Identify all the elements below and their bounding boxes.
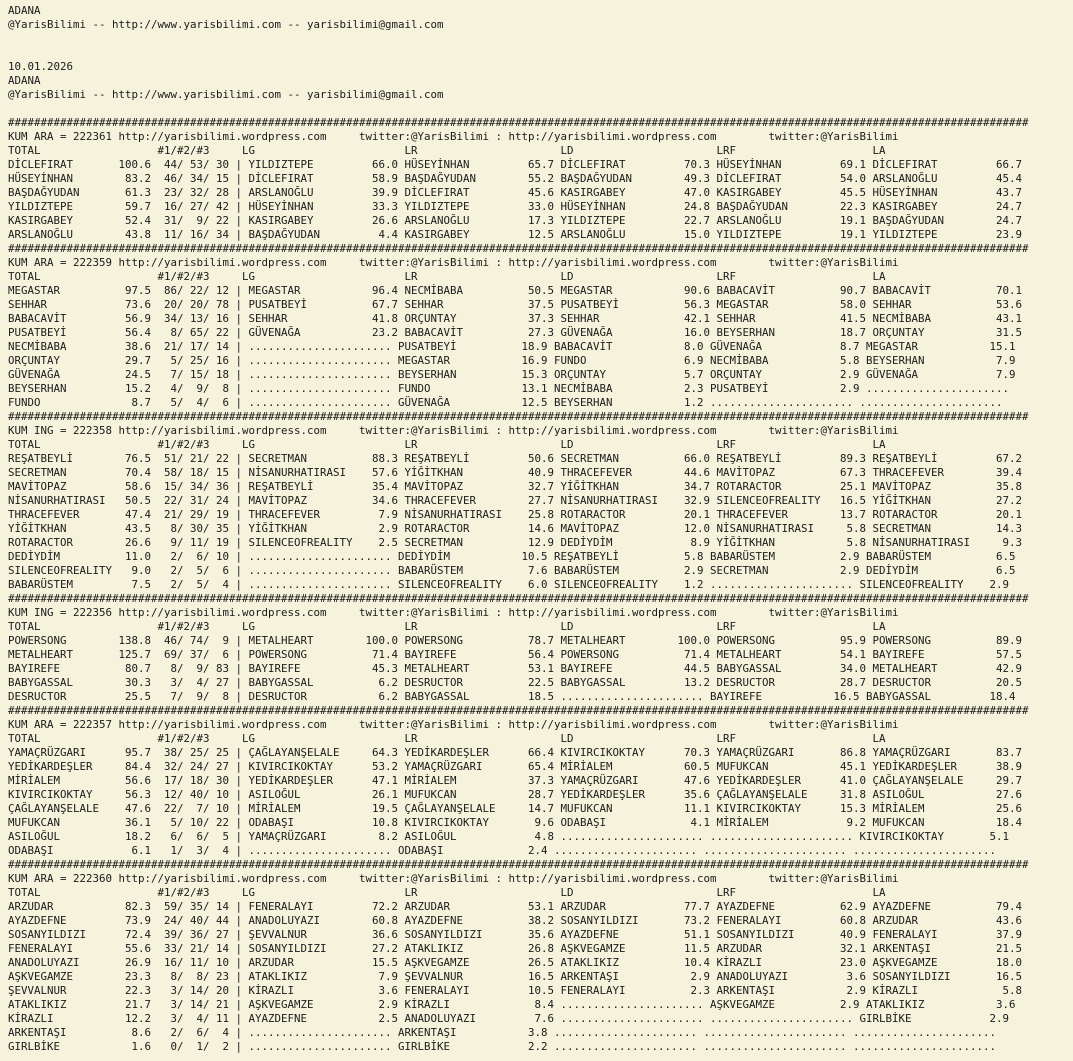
report-line: BAYIREFE 80.7 8/ 9/ 83 | BAYIREFE 45.3 METALHEART 53.1 BAYIREFE 44.5 BABYGASSAL 34.0 METALHEART 42.9 [8,662,1023,675]
report-line: TOTAL #1/#2/#3 LG LR LD LRF LA [8,438,886,451]
report-line: TOTAL #1/#2/#3 LG LR LD LRF LA [8,886,886,899]
report-line: NECMİBABA 38.6 21/ 17/ 14 | ...................... PUSATBEYİ 18.9 BABACAVİT 8.0 GÜVENAĞA 8.7 MEGASTAR 15.1 [8,340,1016,353]
report-line: ############################################################################################################################################################# [8,410,1029,423]
report-line: SOSANYILDIZI 72.4 39/ 36/ 27 | ŞEVVALNUR 36.6 SOSANYILDIZI 35.6 AYAZDEFNE 51.1 SOSANYILDIZI 40.9 FENERALAYI 37.9 [8,928,1023,941]
report-line: THRACEFEVER 47.4 21/ 29/ 19 | THRACEFEVER 7.9 NİSANURHATIRASI 25.8 ROTARACTOR 20.1 THRACEFEVER 13.7 ROTARACTOR 20.1 [8,508,1023,521]
report-line: YAMAÇRÜZGARI 95.7 38/ 25/ 25 | ÇAĞLAYANŞELALE 64.3 YEDİKARDEŞLER 66.4 KIVIRCIKOKTAY 70.3 YAMAÇRÜZGARI 86.8 YAMAÇRÜZGARI 83.7 [8,746,1023,759]
report-line: KIVIRCIKOKTAY 56.3 12/ 40/ 10 | ASILOĞUL 26.1 MUFUKCAN 28.7 YEDİKARDEŞLER 35.6 ÇAĞLAYANŞELALE 31.8 ASILOĞUL 27.6 [8,788,1023,801]
report-line: NİSANURHATIRASI 50.5 22/ 31/ 24 | MAVİTOPAZ 34.6 THRACEFEVER 27.7 NİSANURHATIRASI 32.9 SILENCEOFREALITY 16.5 YİĞİTKHAN 27.2 [8,494,1023,507]
report-line: SEHHAR 73.6 20/ 20/ 78 | PUSATBEYİ 67.7 SEHHAR 37.5 PUSATBEYİ 56.3 MEGASTAR 58.0 SEHHAR 53.6 [8,298,1023,311]
report-line [8,102,1073,116]
report-line: YILDIZTEPE 59.7 16/ 27/ 42 | HÜSEYİNHAN 33.3 YILDIZTEPE 33.0 HÜSEYİNHAN 24.8 BAŞDAĞYUDAN 22.3 KASIRGABEY 24.7 [8,200,1023,213]
report-line: MİRİALEM 56.6 17/ 18/ 30 | YEDİKARDEŞLER 47.1 MİRİALEM 37.3 YAMAÇRÜZGARI 47.6 YEDİKARDEŞLER 41.0 ÇAĞLAYANŞELALE 29.7 [8,774,1023,787]
report-line: KİRAZLI 12.2 3/ 4/ 11 | AYAZDEFNE 2.5 ANADOLUYAZI 7.6 ...................... ...................... GIRLBİKE 2.9 [8,1012,1010,1025]
report-line: KUM ARA = 222357 http://yarisbilimi.wordpress.com twitter:@YarisBilimi : http://yarisbilimi.wordpress.com twitter:@YarisBilimi [8,718,899,731]
report-line: HÜSEYİNHAN 83.2 46/ 34/ 15 | DİCLEFIRAT 58.9 BAŞDAĞYUDAN 55.2 BAŞDAĞYUDAN 49.3 DİCLEFIRAT 54.0 ARSLANOĞLU 45.4 [8,172,1023,185]
report-line: SECRETMAN 70.4 58/ 18/ 15 | NİSANURHATIRASI 57.6 YİĞİTKHAN 40.9 THRACEFEVER 44.6 MAVİTOPAZ 67.3 THRACEFEVER 39.4 [8,466,1023,479]
report-line: KUM ING = 222356 http://yarisbilimi.wordpress.com twitter:@YarisBilimi : http://yarisbilimi.wordpress.com twitter:@YarisBilimi [8,606,899,619]
report-line: ############################################################################################################################################################# [8,242,1029,255]
report-line: 10.01.2026 [8,60,74,73]
report-line: REŞATBEYLİ 76.5 51/ 21/ 22 | SECRETMAN 88.3 REŞATBEYLİ 50.6 SECRETMAN 66.0 REŞATBEYLİ 89.3 REŞATBEYLİ 67.2 [8,452,1023,465]
report-line: FUNDO 8.7 5/ 4/ 6 | ...................... GÜVENAĞA 12.5 BEYSERHAN 1.2 ...................... ...................... [8,396,1003,409]
report-line: TOTAL #1/#2/#3 LG LR LD LRF LA [8,144,886,157]
report-line: TOTAL #1/#2/#3 LG LR LD LRF LA [8,620,886,633]
report-line: YİĞİTKHAN 43.5 8/ 30/ 35 | YİĞİTKHAN 2.9 ROTARACTOR 14.6 MAVİTOPAZ 12.0 NİSANURHATIRASI 5.8 SECRETMAN 14.3 [8,522,1023,535]
report-line: TOTAL #1/#2/#3 LG LR LD LRF LA [8,732,886,745]
report-line: ANADOLUYAZI 26.9 16/ 11/ 10 | ARZUDAR 15.5 AŞKVEGAMZE 26.5 ATAKLIKIZ 10.4 KİRAZLI 23.0 AŞKVEGAMZE 18.0 [8,956,1023,969]
report-line: KUM ARA = 222360 http://yarisbilimi.wordpress.com twitter:@YarisBilimi : http://yarisbilimi.wordpress.com twitter:@YarisBilimi [8,872,899,885]
report-line: ############################################################################################################################################################# [8,592,1029,605]
report-line: KUM ARA = 222361 http://yarisbilimi.wordpress.com twitter:@YarisBilimi : http://yarisbilimi.wordpress.com twitter:@YarisBilimi [8,130,899,143]
report-line: @YarisBilimi -- http://www.yarisbilimi.com -- yarisbilimi@gmail.com [8,88,444,101]
report-line [8,46,1073,60]
report-line: ############################################################################################################################################################# [8,858,1029,871]
report-line: MEGASTAR 97.5 86/ 22/ 12 | MEGASTAR 96.4 NECMİBABA 50.5 MEGASTAR 90.6 BABACAVİT 90.7 BABACAVİT 70.1 [8,284,1023,297]
report-line: ATAKLIKIZ 21.7 3/ 14/ 21 | AŞKVEGAMZE 2.9 KİRAZLI 8.4 ...................... AŞKVEGAMZE 2.9 ATAKLIKIZ 3.6 [8,998,1016,1011]
report-line: GIRLBİKE 1.6 0/ 1/ 2 | ...................... GIRLBİKE 2.2 ...................... ...................... ...................... [8,1040,997,1053]
report-line: ASILOĞUL 18.2 6/ 6/ 5 | YAMAÇRÜZGARI 8.2 ASILOĞUL 4.8 ...................... ...................... KIVIRCIKOKTAY 5.1 [8,830,1010,843]
report-line: DESRUCTOR 25.5 7/ 9/ 8 | DESRUCTOR 6.2 BABYGASSAL 18.5 ...................... BAYIREFE 16.5 BABYGASSAL 18.4 [8,690,1016,703]
report-line: AŞKVEGAMZE 23.3 8/ 8/ 23 | ATAKLIKIZ 7.9 ŞEVVALNUR 16.5 ARKENTAŞI 2.9 ANADOLUYAZI 3.6 SOSANYILDIZI 16.5 [8,970,1023,983]
report-line: GÜVENAĞA 24.5 7/ 15/ 18 | ...................... BEYSERHAN 15.3 ORÇUNTAY 5.7 ORÇUNTAY 2.9 GÜVENAĞA 7.9 [8,368,1016,381]
report-line: ROTARACTOR 26.6 9/ 11/ 19 | SILENCEOFREALITY 2.5 SECRETMAN 12.9 DEDİYDİM 8.9 YİĞİTKHAN 5.8 NİSANURHATIRASI 9.3 [8,536,1023,549]
report-line: BABYGASSAL 30.3 3/ 4/ 27 | BABYGASSAL 6.2 DESRUCTOR 22.5 BABYGASSAL 13.2 DESRUCTOR 28.7 DESRUCTOR 20.5 [8,676,1023,689]
report-line: ARZUDAR 82.3 59/ 35/ 14 | FENERALAYI 72.2 ARZUDAR 53.1 ARZUDAR 77.7 AYAZDEFNE 62.9 AYAZDEFNE 79.4 [8,900,1023,913]
report-line: YEDİKARDEŞLER 84.4 32/ 24/ 27 | KIVIRCIKOKTAY 53.2 YAMAÇRÜZGARI 65.4 MİRİALEM 60.5 MUFUKCAN 45.1 YEDİKARDEŞLER 38.9 [8,760,1023,773]
report-line: ORÇUNTAY 29.7 5/ 25/ 16 | ...................... MEGASTAR 16.9 FUNDO 6.9 NECMİBABA 5.8 BEYSERHAN 7.9 [8,354,1016,367]
report-line: ODABAŞI 6.1 1/ 3/ 4 | ...................... ODABAŞI 2.4 ...................... ...................... ...................... [8,844,997,857]
report-line: MAVİTOPAZ 58.6 15/ 34/ 36 | REŞATBEYLİ 35.4 MAVİTOPAZ 32.7 YİĞİTKHAN 34.7 ROTARACTOR 25.1 MAVİTOPAZ 35.8 [8,480,1023,493]
report-line: AYAZDEFNE 73.9 24/ 40/ 44 | ANADOLUYAZI 60.8 AYAZDEFNE 38.2 SOSANYILDIZI 73.2 FENERALAYI 60.8 ARZUDAR 43.6 [8,914,1023,927]
report-line: KUM ARA = 222359 http://yarisbilimi.wordpress.com twitter:@YarisBilimi : http://yarisbilimi.wordpress.com twitter:@YarisBilimi [8,256,899,269]
report-line: KUM ING = 222358 http://yarisbilimi.wordpress.com twitter:@YarisBilimi : http://yarisbilimi.wordpress.com twitter:@YarisBilimi [8,424,899,437]
report-line: DEDİYDİM 11.0 2/ 6/ 10 | ...................... DEDİYDİM 10.5 REŞATBEYLİ 5.8 BABARÜSTEM 2.9 BABARÜSTEM 6.5 [8,550,1016,563]
report-line: PUSATBEYİ 56.4 8/ 65/ 22 | GÜVENAĞA 23.2 BABACAVİT 27.3 GÜVENAĞA 16.0 BEYSERHAN 18.7 ORÇUNTAY 31.5 [8,326,1023,339]
report-line: FENERALAYI 55.6 33/ 21/ 14 | SOSANYILDIZI 27.2 ATAKLIKIZ 26.8 AŞKVEGAMZE 11.5 ARZUDAR 32.1 ARKENTAŞI 21.5 [8,942,1023,955]
report-line: @YarisBilimi -- http://www.yarisbilimi.com -- yarisbilimi@gmail.com [8,18,444,31]
report-line: BAŞDAĞYUDAN 61.3 23/ 32/ 28 | ARSLANOĞLU 39.9 DİCLEFIRAT 45.6 KASIRGABEY 47.0 KASIRGABEY 45.5 HÜSEYİNHAN 43.7 [8,186,1023,199]
report-line: ARKENTAŞI 8.6 2/ 6/ 4 | ...................... ARKENTAŞI 3.8 ...................... ...................... ...................... [8,1026,997,1039]
report-line: METALHEART 125.7 69/ 37/ 6 | POWERSONG 71.4 BAYIREFE 56.4 POWERSONG 71.4 METALHEART 54.1 BAYIREFE 57.5 [8,648,1023,661]
report-line: ############################################################################################################################################################# [8,704,1029,717]
report-line: DİCLEFIRAT 100.6 44/ 53/ 30 | YILDIZTEPE 66.0 HÜSEYİNHAN 65.7 DİCLEFIRAT 70.3 HÜSEYİNHAN 69.1 DİCLEFIRAT 66.7 [8,158,1023,171]
report-line: ARSLANOĞLU 43.8 11/ 16/ 34 | BAŞDAĞYUDAN 4.4 KASIRGABEY 12.5 ARSLANOĞLU 15.0 YILDIZTEPE 19.1 YILDIZTEPE 23.9 [8,228,1023,241]
report-line: BABARÜSTEM 7.5 2/ 5/ 4 | ...................... SILENCEOFREALITY 6.0 SILENCEOFREALITY 1.2 ...................... SILENCEOFREALITY 2.9 [8,578,1010,591]
report-line: SILENCEOFREALITY 9.0 2/ 5/ 6 | ...................... BABARÜSTEM 7.6 BABARÜSTEM 2.9 SECRETMAN 2.9 DEDİYDİM 6.5 [8,564,1016,577]
report-line: ADANA [8,4,41,17]
report-line: KASIRGABEY 52.4 31/ 9/ 22 | KASIRGABEY 26.6 ARSLANOĞLU 17.3 YILDIZTEPE 22.7 ARSLANOĞLU 19.1 BAŞDAĞYUDAN 24.7 [8,214,1023,227]
report-line: BABACAVİT 56.9 34/ 13/ 16 | SEHHAR 41.8 ORÇUNTAY 37.3 SEHHAR 42.1 SEHHAR 41.5 NECMİBABA 43.1 [8,312,1023,325]
report-line: TOTAL #1/#2/#3 LG LR LD LRF LA [8,270,886,283]
report-line: ŞEVVALNUR 22.3 3/ 14/ 20 | KİRAZLI 3.6 FENERALAYI 10.5 FENERALAYI 2.3 ARKENTAŞI 2.9 KİRAZLI 5.8 [8,984,1023,997]
report-line: ADANA [8,74,41,87]
report-line: ############################################################################################################################################################# [8,116,1029,129]
report-line: POWERSONG 138.8 46/ 74/ 9 | METALHEART 100.0 POWERSONG 78.7 METALHEART 100.0 POWERSONG 95.9 POWERSONG 89.9 [8,634,1023,647]
report-line: MUFUKCAN 36.1 5/ 10/ 22 | ODABAŞI 10.8 KIVIRCIKOKTAY 9.6 ODABAŞI 4.1 MİRİALEM 9.2 MUFUKCAN 18.4 [8,816,1023,829]
report-line: ÇAĞLAYANŞELALE 47.6 22/ 7/ 10 | MİRİALEM 19.5 ÇAĞLAYANŞELALE 14.7 MUFUKCAN 11.1 KIVIRCIKOKTAY 15.3 MİRİALEM 25.6 [8,802,1023,815]
report-line: BEYSERHAN 15.2 4/ 9/ 8 | ...................... FUNDO 13.1 NECMİBABA 2.3 PUSATBEYİ 2.9 ...................... [8,382,1010,395]
report-line [8,32,1073,46]
